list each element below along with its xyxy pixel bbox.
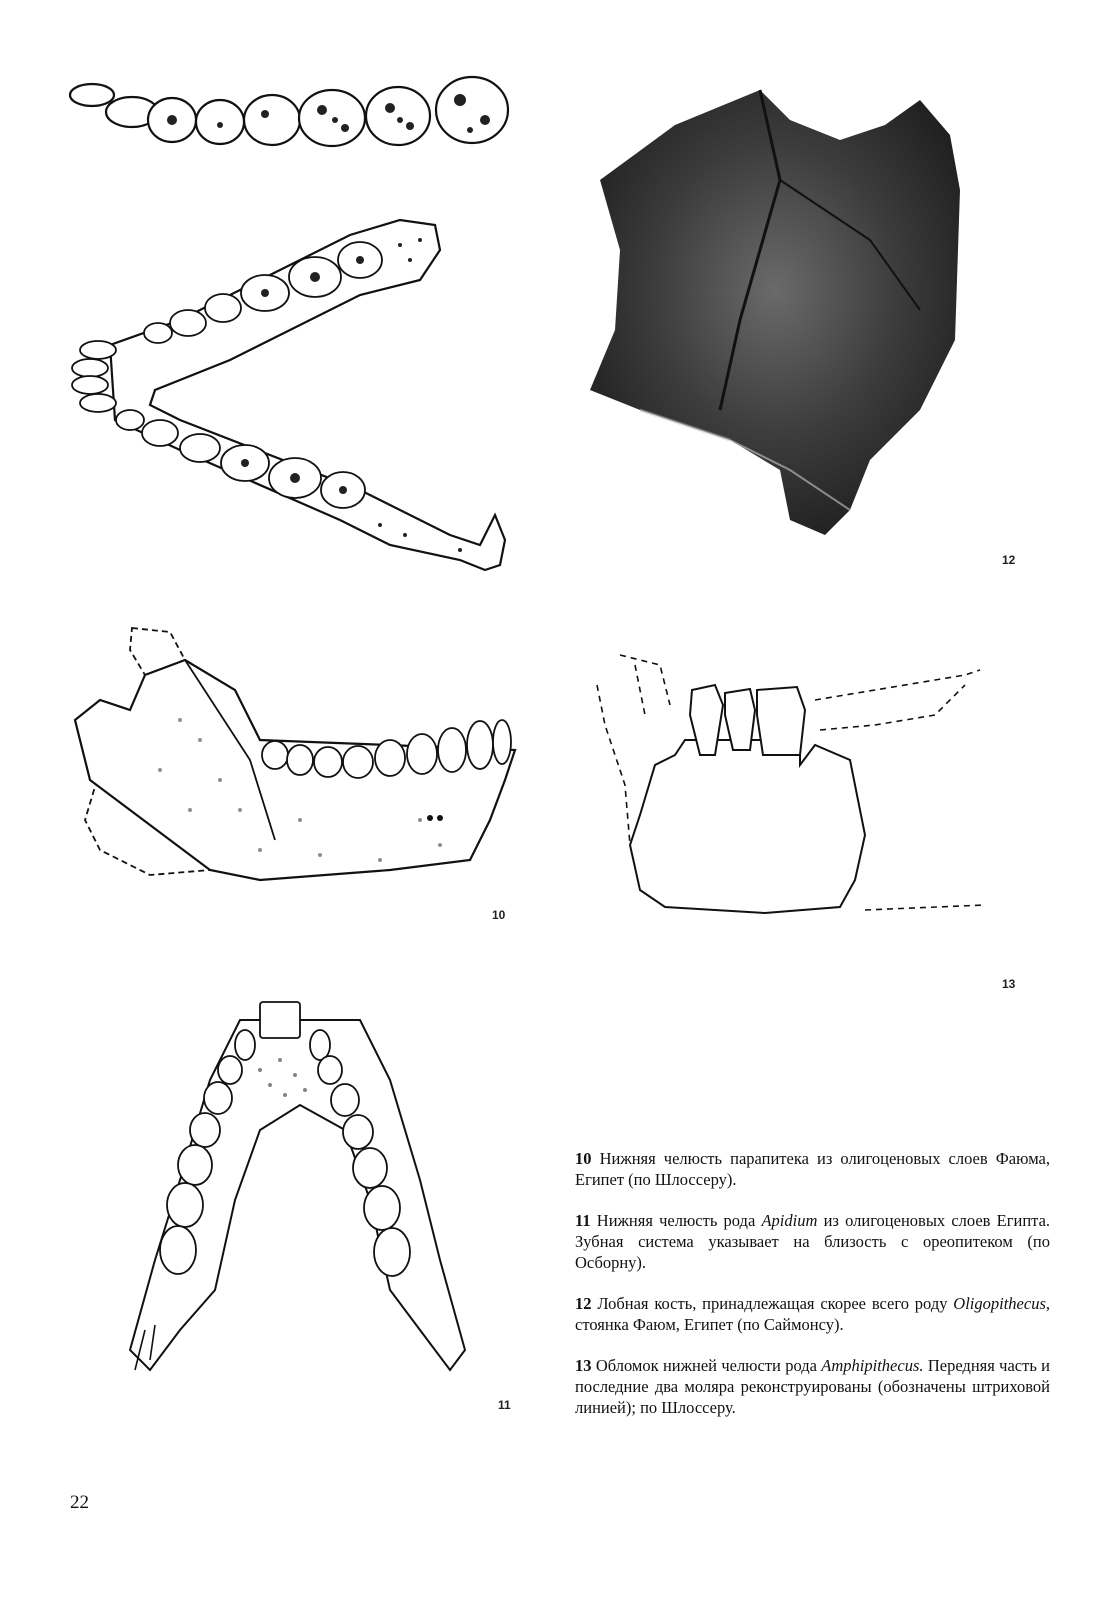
caption-text: Обломок нижней челюсти рода bbox=[595, 1356, 822, 1375]
figure-13-number: 13 bbox=[1002, 977, 1016, 991]
tooth-row-drawing bbox=[60, 70, 530, 160]
figure-10-jaw-lateral-view bbox=[60, 620, 530, 890]
jaw-top-view-drawing bbox=[60, 205, 530, 585]
figure-10-number: 10 bbox=[492, 908, 506, 922]
jaw-lateral-view-drawing bbox=[60, 620, 530, 890]
caption-number: 13 bbox=[575, 1356, 592, 1375]
caption-11 bbox=[575, 1210, 1050, 1273]
figure-11-jaw-apidium bbox=[120, 1000, 480, 1380]
caption-text: стоянка Фаюм, Египет (по Саймонсу). bbox=[575, 1315, 844, 1334]
caption-10 bbox=[575, 1148, 1050, 1190]
caption-taxon-name: Apidium bbox=[761, 1211, 818, 1230]
jaw-fragment-drawing bbox=[585, 645, 995, 920]
page-number: 22 bbox=[70, 1492, 89, 1513]
caption-text: Нижняя челюсть рода bbox=[596, 1211, 762, 1230]
caption-taxon-name: Oligopithecus, bbox=[953, 1294, 1050, 1313]
caption-text: Лобная кость, принадлежащая скорее всего роду bbox=[597, 1294, 954, 1313]
caption-number: 12 bbox=[575, 1294, 592, 1313]
caption-text: Нижняя челюсть парапитека из олигоценовых слоев Фаюма, Египет (по Шлоссеру). bbox=[575, 1149, 1050, 1189]
jaw-apidium-drawing bbox=[120, 1000, 480, 1380]
caption-text: Передняя часть и последние два моляра реконструированы (обозначены штриховой линией); по Шлоссеру. bbox=[575, 1356, 1051, 1417]
figure-12-number: 12 bbox=[1002, 553, 1016, 567]
figure-10-tooth-row bbox=[60, 70, 530, 160]
figure-captions bbox=[575, 1148, 1050, 1438]
caption-number: 11 bbox=[575, 1211, 591, 1230]
figure-13-jaw-fragment bbox=[585, 645, 995, 920]
figure-12-frontal-bone bbox=[580, 80, 980, 540]
caption-12 bbox=[575, 1293, 1050, 1335]
caption-number: 10 bbox=[575, 1149, 592, 1168]
caption-13 bbox=[575, 1355, 1050, 1418]
caption-taxon-name: Amphipithecus. bbox=[821, 1356, 924, 1375]
frontal-bone-photo bbox=[580, 80, 980, 540]
figure-11-number: 11 bbox=[498, 1398, 511, 1412]
caption-text: из олигоценовых слоев Египта. Зубная система указывает на близость с ореопитеком (по Осборну). bbox=[575, 1211, 1051, 1272]
figure-10-jaw-top-view bbox=[60, 205, 530, 585]
